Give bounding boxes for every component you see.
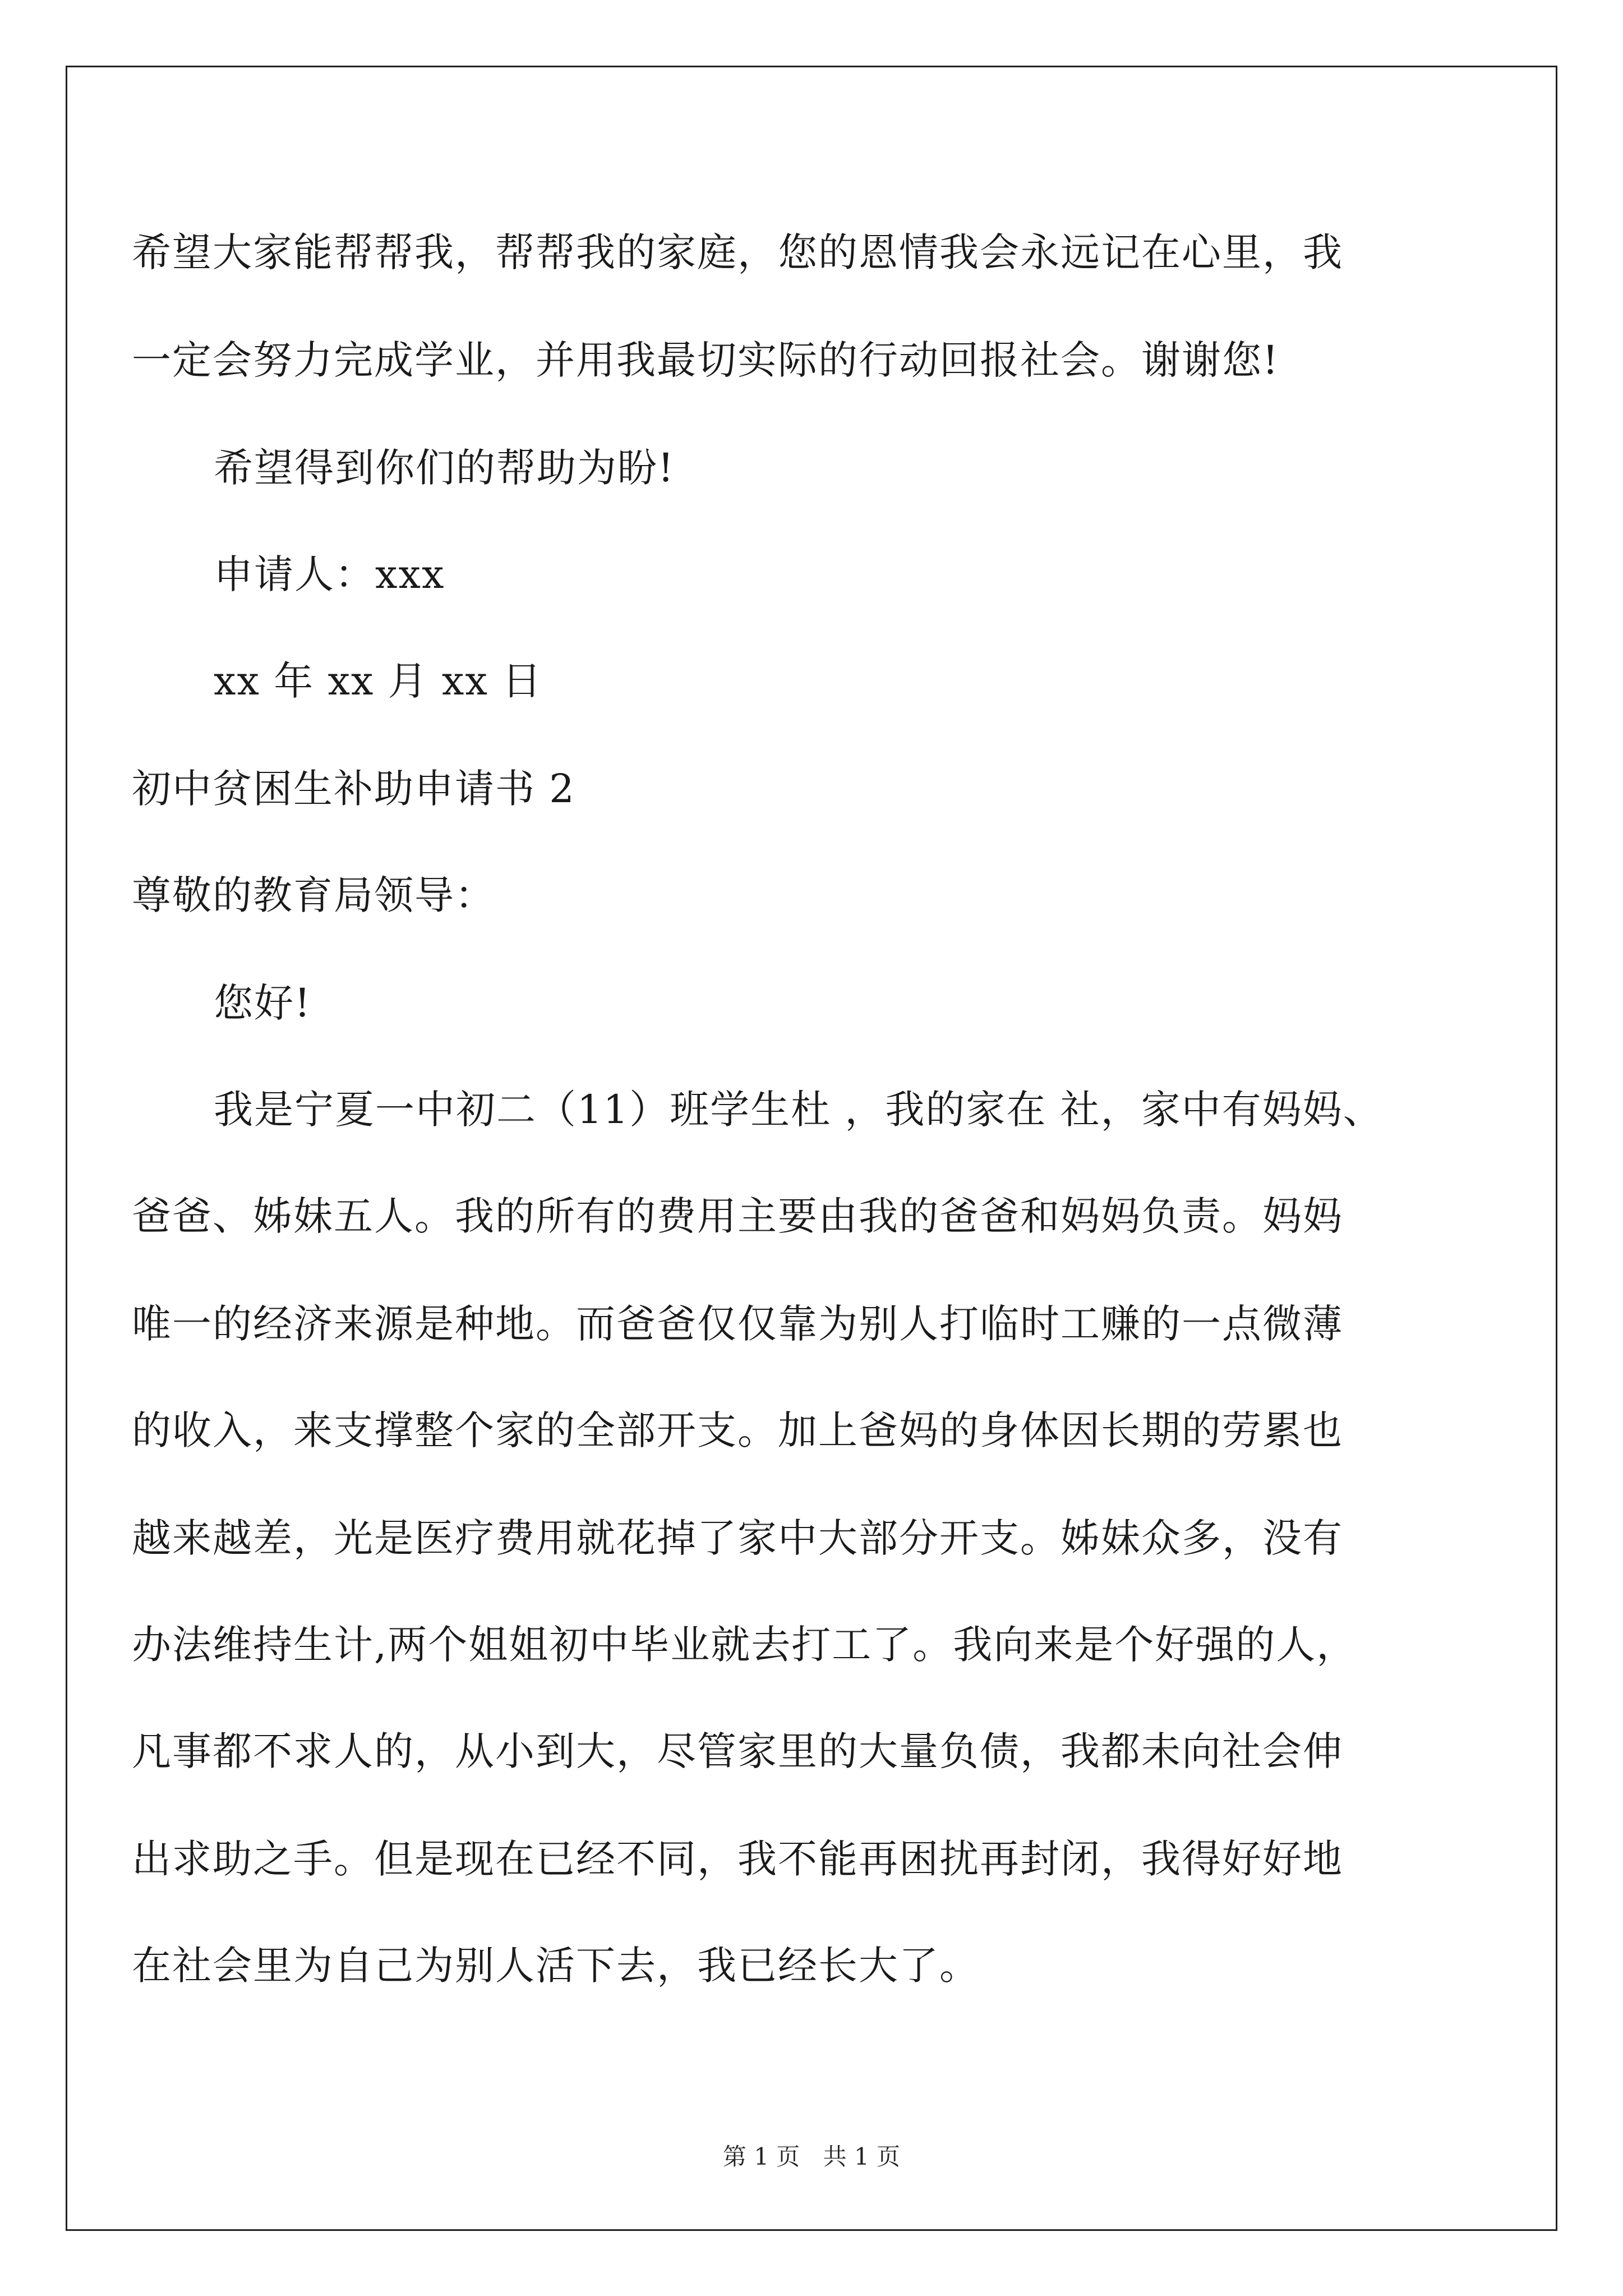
body-line: 我是宁夏一中初二（11）班学生杜 ，我的家在 社，家中有妈妈、	[214, 1087, 1384, 1133]
greeting: 您好!	[214, 980, 312, 1026]
section-title: 初中贫困生补助申请书 2	[132, 766, 575, 812]
body-line: 办法维持生计,两个姐姐初中毕业就去打工了。我向来是个好强的人，	[132, 1622, 1357, 1668]
body-line: 越来越差，光是医疗费用就花掉了家中大部分开支。姊妹众多，没有	[132, 1515, 1343, 1561]
page-number-current: 第 1 页	[722, 2143, 800, 2170]
closing-wish: 希望得到你们的帮助为盼!	[214, 445, 675, 491]
body-line: 出求助之手。但是现在已经不同，我不能再困扰再封闭，我得好好地	[132, 1836, 1343, 1882]
body-line: 的收入，来支撑整个家的全部开支。加上爸妈的身体因长期的劳累也	[132, 1407, 1343, 1453]
page-number-total: 共 1 页	[823, 2143, 901, 2170]
body-line: 一定会努力完成学业，并用我最切实际的行动回报社会。谢谢您!	[132, 337, 1280, 383]
body-line: 爸爸、姊妹五人。我的所有的费用主要由我的爸爸和妈妈负责。妈妈	[132, 1193, 1343, 1239]
page-border	[66, 66, 1557, 2231]
applicant-signature: 申请人：xxx	[214, 551, 445, 597]
page-footer	[0, 2140, 1623, 2174]
body-line: 唯一的经济来源是种地。而爸爸仅仅靠为别人打临时工赚的一点微薄	[132, 1301, 1343, 1347]
date-line: xx 年 xx 月 xx 日	[214, 658, 543, 704]
body-line: 希望大家能帮帮我，帮帮我的家庭，您的恩情我会永远记在心里，我	[132, 229, 1343, 275]
body-line: 凡事都不求人的，从小到大，尽管家里的大量负债，我都未向社会伸	[132, 1728, 1343, 1774]
body-line: 在社会里为自己为别人活下去，我已经长大了。	[132, 1943, 980, 1989]
salutation: 尊敬的教育局领导：	[132, 872, 495, 918]
